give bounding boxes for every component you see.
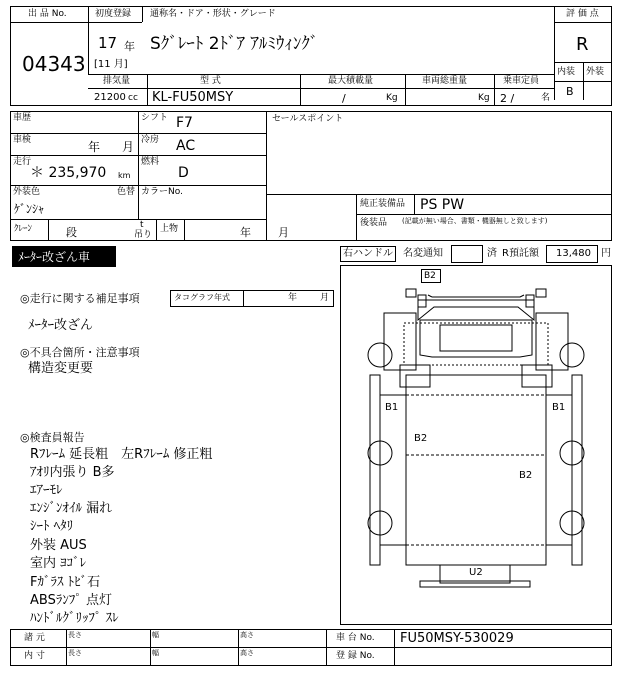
damage-mark-left: B1 (385, 402, 399, 413)
exterior-grade-label: 外装 (586, 67, 605, 77)
right-hand-drive-box: 右ハンドル (340, 246, 396, 262)
inspector-line: 外装 AUS (30, 538, 87, 553)
inspector-line: Rﾌﾚｰﾑ 延長粗 左Rﾌﾚｰﾑ 修正粗 (30, 447, 213, 462)
name-change-label: 名変通知 (403, 248, 443, 259)
recycle-value: 13,480 (556, 248, 591, 259)
damage-mark-underside: U2 (469, 567, 483, 578)
chassis-label: 車 台 No. (336, 633, 375, 643)
inspector-report-label: ◎検査員報告 (20, 431, 85, 444)
inspector-line: ｴｱｰﾓﾚ (30, 483, 63, 498)
defects-label: ◎不具合箇所・注意事項 (20, 346, 140, 359)
capacity-label: 乗車定員 (503, 76, 540, 86)
crane-t: t (140, 220, 144, 230)
width-label: 幅 (152, 631, 159, 639)
inspector-line: ﾊﾝﾄﾞﾙｸﾞﾘｯﾌﾟ ｽﾚ (30, 611, 119, 626)
lot-no-label: 出 品 No. (28, 9, 67, 19)
inspector-line: ｼｰﾄ ﾍﾀﾘ (30, 519, 74, 534)
drive-note-text: ﾒｰﾀｰ改ざん (28, 318, 94, 333)
recycle-prefix: 済 (487, 248, 497, 259)
tacho-month: 月 (320, 293, 330, 303)
inspector-line: 室内 ﾖｺﾞﾚ (30, 556, 87, 571)
aftermarket-note: (記載が無い場合、書類・機器無しと致します) (402, 217, 548, 225)
mileage-value: ＊ 235,970 (30, 165, 107, 181)
color-label: 外装色 (13, 187, 41, 197)
interior-width-label: 幅 (152, 649, 159, 657)
color-value: ｹﾞﾝｼｬ (14, 202, 45, 216)
tacho-year: 年 (288, 293, 298, 303)
height-label: 高さ (240, 631, 254, 639)
crane-label: ｸﾚｰﾝ (14, 224, 33, 234)
chassis-value: FU50MSY-530029 (400, 631, 514, 646)
interior-grade: B (566, 85, 574, 98)
shift-label: シフト (141, 113, 169, 123)
displacement-value: 21200 (94, 92, 126, 103)
loaded-label: 上物 (160, 224, 179, 234)
interior-height-label: 高さ (240, 649, 254, 657)
gross-weight-unit: Kg (478, 93, 490, 103)
crane-step: 段 (66, 226, 77, 239)
crane-hoist: 吊り (134, 230, 153, 240)
fuel-value: D (178, 165, 189, 181)
lot-number: 04343 (22, 52, 86, 76)
damage-mark-front: B2 (424, 271, 436, 281)
color-change-label: 色替 (117, 187, 136, 197)
loaded-month: 月 (278, 226, 289, 239)
inspection-label: 車検 (13, 135, 32, 145)
aftermarket-label: 後装品 (360, 218, 388, 228)
aircon-value: AC (176, 138, 196, 154)
damage-mark-right: B1 (552, 402, 566, 413)
displacement-label: 排気量 (103, 76, 131, 86)
color-no-label: カラーNo. (141, 187, 183, 197)
interior-length-label: 長さ (68, 649, 82, 657)
first-reg-year-unit: 年 (124, 40, 135, 53)
std-equipment-label: 純正装備品 (360, 199, 406, 209)
inspection-year: 年 (88, 140, 101, 154)
max-load-label: 最大積載量 (328, 76, 374, 86)
damage-mark-body: B2 (414, 433, 428, 444)
history-label: 車歴 (13, 113, 32, 123)
aircon-label: 冷房 (141, 135, 160, 145)
mileage-unit: km (118, 171, 131, 180)
max-load-unit: Kg (386, 93, 398, 103)
first-reg-month: [11 月] (94, 59, 128, 70)
fuel-label: 燃料 (141, 157, 160, 167)
model-value: KL-FU50MSY (152, 90, 234, 105)
gross-weight-label: 車両総重量 (422, 76, 468, 86)
damage-mark-body-rear: B2 (519, 470, 533, 481)
interior-dims-label: 内 寸 (24, 651, 45, 661)
tacho-label: タコグラフ年式 (174, 293, 230, 302)
inspection-month: 月 (122, 140, 135, 154)
model-label: 型 式 (200, 76, 221, 86)
inspector-line: Fｶﾞﾗｽ ﾄﾋﾞ石 (30, 575, 101, 590)
capacity-unit: 名 (541, 93, 551, 103)
displacement-unit: cc (128, 93, 138, 103)
recycle-unit: 円 (601, 248, 611, 259)
interior-grade-label: 内装 (557, 67, 576, 77)
max-load-value: / (342, 92, 346, 105)
first-reg-label: 初度登録 (95, 9, 132, 19)
grade-label: 評 価 点 (566, 9, 599, 19)
length-label: 長さ (68, 631, 82, 639)
capacity-value: 2 / (500, 92, 515, 105)
first-reg-year: 17 (98, 34, 118, 52)
recycle-label: R預託額 (502, 248, 539, 259)
shift-value: F7 (176, 115, 193, 131)
name-change-box (451, 245, 483, 263)
name-label: 通称名・ドア・形状・グレード (150, 9, 276, 19)
inspector-line: ABSﾗﾝﾌﾟ 点灯 (30, 593, 112, 608)
loaded-year: 年 (240, 226, 251, 239)
dims-label: 諸 元 (24, 633, 45, 643)
mileage-label: 走行 (13, 157, 32, 167)
inspector-line: ｱｵﾘ内張り B多 (30, 465, 115, 480)
registration-label: 登 録 No. (336, 651, 375, 661)
vehicle-name: Sｸﾞﾚｰﾄ 2ﾄﾞｱ ｱﾙﾐｳｨﾝｸﾞ (150, 34, 319, 54)
grade-value: R (576, 34, 589, 55)
defects-note-text: 構造変更要 (28, 361, 94, 376)
header-frame (10, 6, 612, 106)
inspector-line: ｴﾝｼﾞﾝｵｲﾙ 漏れ (30, 501, 113, 516)
odometer-tampered-banner: ﾒｰﾀｰ改ざん車 (12, 246, 116, 267)
std-equipment-value: PS PW (420, 197, 465, 213)
sales-point-label: セールスポイント (272, 114, 344, 124)
drive-notes-label: ◎走行に関する補足事項 (20, 292, 140, 305)
